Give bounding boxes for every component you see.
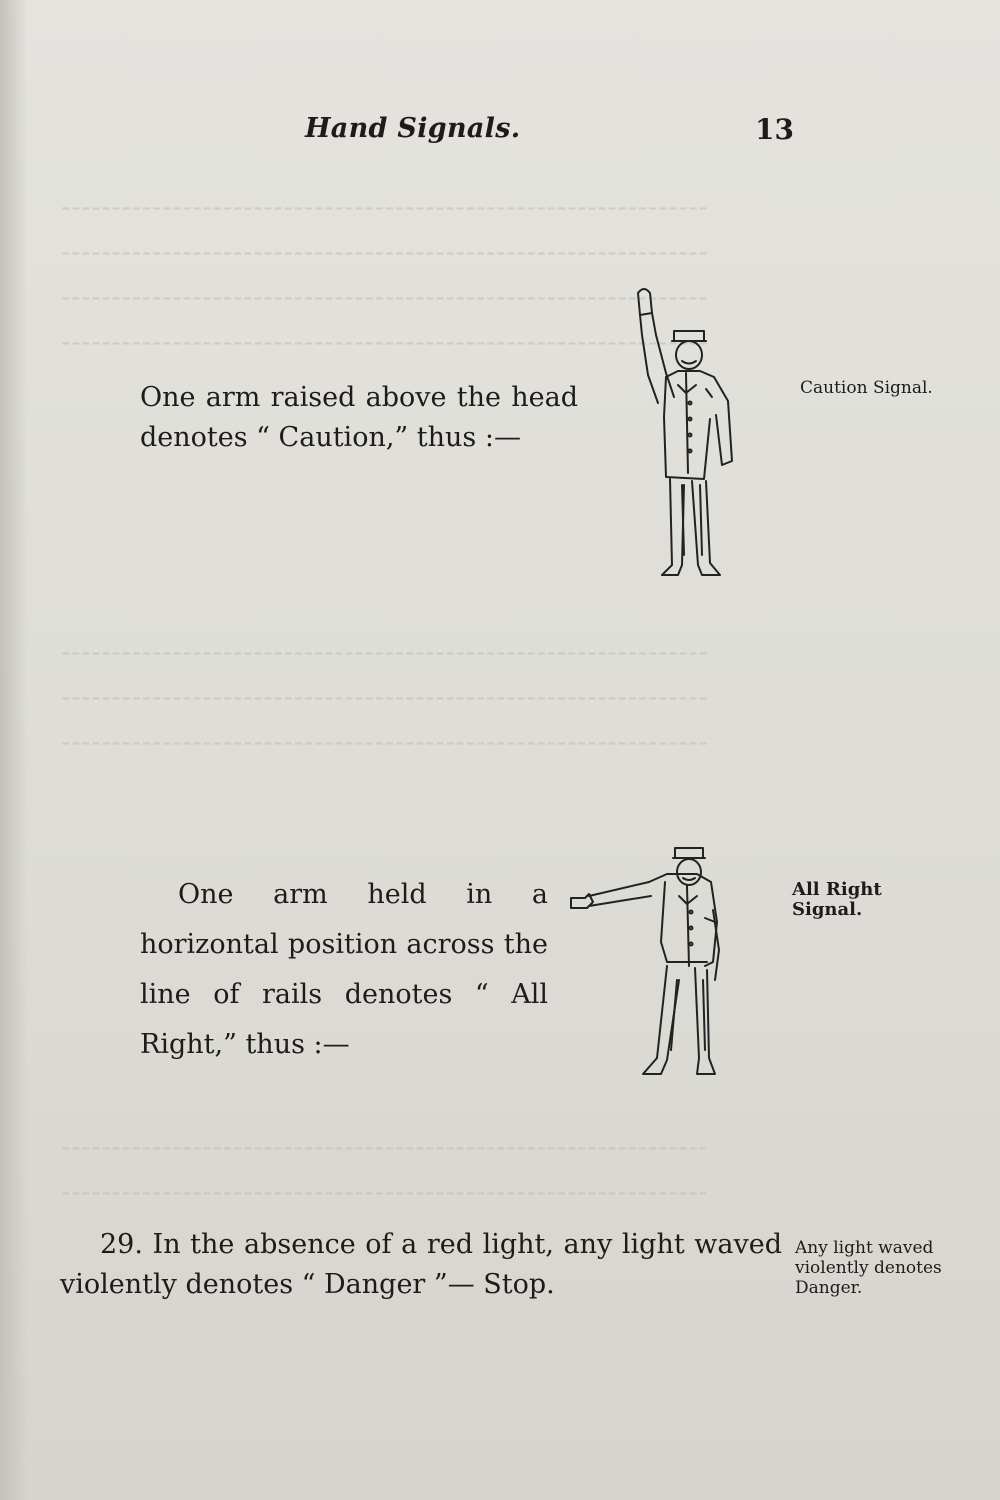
man-with-raised-arm-icon (620, 285, 750, 585)
danger-paragraph: 29. In the absence of a red light, any light waved violently denotes “ Danger ”— Stop. (60, 1229, 782, 1300)
show-through-texture: ‑‑‑‑‑‑‑‑‑‑‑‑‑‑‑‑‑‑‑‑‑‑‑‑‑‑‑‑‑‑‑‑‑‑‑‑‑‑‑‑‑‑‑‑‑‑‑‑‑‑‑‑‑‑‑‑‑‑‑‑‑‑‑‑ ‑‑‑‑‑‑‑‑‑‑‑‑‑‑‑‑‑‑‑‑‑‑‑‑‑‑‑‑‑‑‑‑‑‑‑‑‑‑‑‑‑‑‑‑‑‑‑‑‑‑‑‑‑‑‑‑‑‑‑‑‑‑‑‑ ‑‑‑‑‑‑‑‑‑‑‑‑‑‑‑‑‑‑‑‑‑‑‑‑‑‑‑‑‑‑‑‑‑‑‑‑‑‑‑‑‑‑‑‑‑‑‑‑‑‑‑‑‑‑‑‑‑‑‑‑‑‑‑‑ ‑‑‑‑‑‑‑‑‑‑‑‑‑‑‑‑‑‑‑‑‑‑‑‑‑‑‑‑‑‑‑‑‑‑‑‑‑‑‑‑‑‑‑‑‑‑‑‑‑‑‑‑‑‑‑‑‑‑‑‑‑‑‑‑ (60, 192, 708, 358)
caution-figure (620, 285, 750, 585)
all-right-figure (565, 840, 745, 1095)
caution-side-note: Caution Signal. (800, 378, 933, 398)
all-right-side-note: All Right Signal. (792, 879, 882, 920)
man-with-horizontal-arm-icon (565, 840, 745, 1095)
all-right-paragraph: One arm held in a horizontal position across the line of rails denotes “ All Right,” thus :— (140, 879, 548, 1060)
show-through-texture: ‑‑‑‑‑‑‑‑‑‑‑‑‑‑‑‑‑‑‑‑‑‑‑‑‑‑‑‑‑‑‑‑‑‑‑‑‑‑‑‑‑‑‑‑‑‑‑‑‑‑‑‑‑‑‑‑‑‑‑‑‑‑‑‑ ‑‑‑‑‑‑‑‑‑‑‑‑‑‑‑‑‑‑‑‑‑‑‑‑‑‑‑‑‑‑‑‑‑‑‑‑‑‑‑‑‑‑‑‑‑‑‑‑‑‑‑‑‑‑‑‑‑‑‑‑‑‑‑‑ (60, 1132, 708, 1208)
caution-paragraph: One arm raised above the head denotes “ Caution,” thus :— (140, 382, 578, 453)
page-gutter-shadow (0, 0, 28, 1500)
danger-side-note: Any light waved violently denotes Danger. (795, 1238, 942, 1298)
running-header-title: Hand Signals. (305, 113, 521, 144)
page-number: 13 (755, 113, 794, 146)
show-through-texture: ‑‑‑‑‑‑‑‑‑‑‑‑‑‑‑‑‑‑‑‑‑‑‑‑‑‑‑‑‑‑‑‑‑‑‑‑‑‑‑‑‑‑‑‑‑‑‑‑‑‑‑‑‑‑‑‑‑‑‑‑‑‑‑‑ ‑‑‑‑‑‑‑‑‑‑‑‑‑‑‑‑‑‑‑‑‑‑‑‑‑‑‑‑‑‑‑‑‑‑‑‑‑‑‑‑‑‑‑‑‑‑‑‑‑‑‑‑‑‑‑‑‑‑‑‑‑‑‑‑ ‑‑‑‑‑‑‑‑‑‑‑‑‑‑‑‑‑‑‑‑‑‑‑‑‑‑‑‑‑‑‑‑‑‑‑‑‑‑‑‑‑‑‑‑‑‑‑‑‑‑‑‑‑‑‑‑‑‑‑‑‑‑‑‑ (60, 637, 708, 758)
